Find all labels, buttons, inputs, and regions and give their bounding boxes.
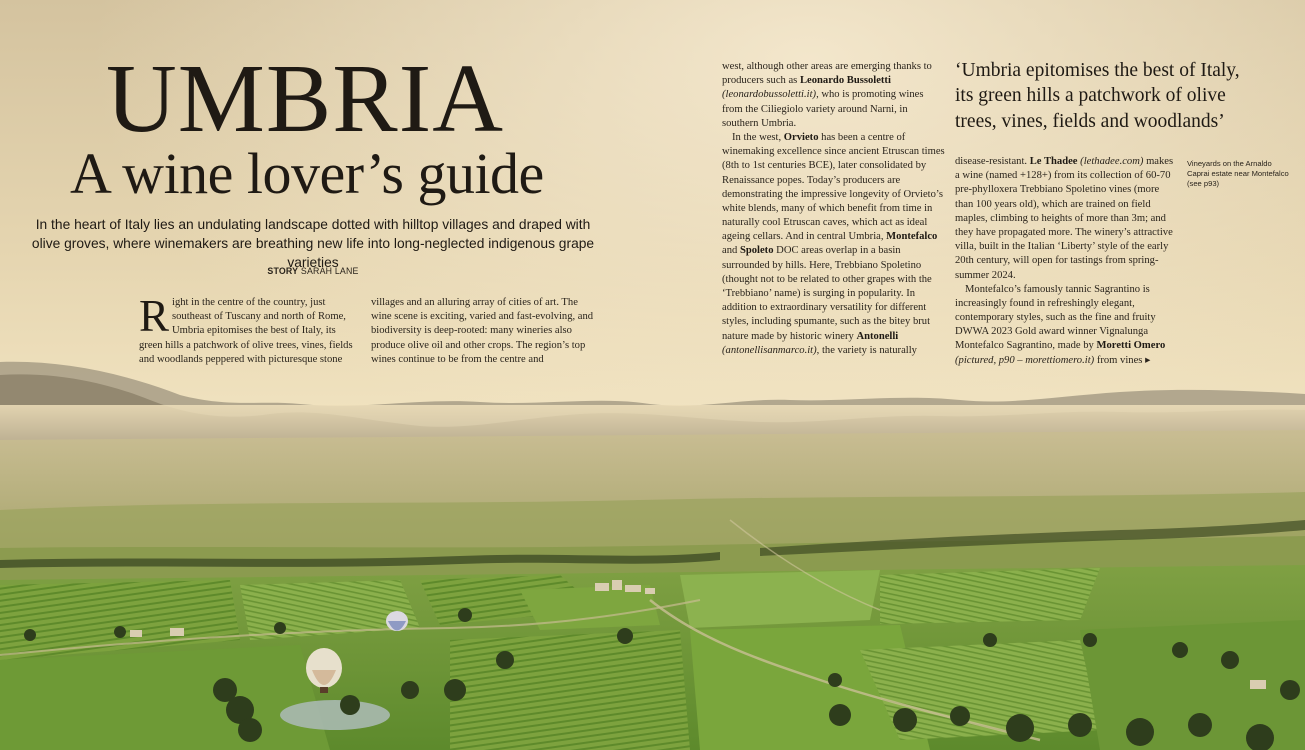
- col2-text: villages and an alluring array of cities of art. The wine scene is exciting, varied and fast-evolving, and biodiversity is deep-rooted: many wineries also produce olive oil and other crops. The region’s top wines continue to be from the centre and: [371, 297, 594, 365]
- photo-caption: Vineyards on the Arnaldo Caprai estate near Montefalco (see p93): [1187, 159, 1289, 188]
- body-column-3: [722, 60, 946, 358]
- article-subtitle: A wine lover’s guide: [70, 141, 544, 206]
- link-antonellisanmarco: (antonellisanmarco.it): [722, 344, 817, 356]
- producer-moretti-omero: Moretti Omero: [1096, 340, 1166, 352]
- col4-paragraph-2: Montefalco’s famously tannic Sagrantino is increasingly found in refreshingly elegant, contemporary styles, such as the fine and fruity DWWA 2023 Gold award winner Vignalunga Montefalco Sagrantino, made by Moretti Omero (pictured, p90 – morettiomero.it) from vines ▸: [955, 283, 1166, 366]
- link-leonardobussoletti: (leonardobussoletti.it): [722, 89, 817, 101]
- byline: [238, 266, 388, 276]
- byline-label: STORY: [267, 266, 299, 276]
- producer-le-thadee: Le Thadee: [1029, 156, 1078, 167]
- continue-arrow-icon: ▸: [1145, 354, 1151, 366]
- col4-paragraph-1: disease-resistant. Le Thadee (lethadee.com) makes a wine (named +128+) from its collection of 60-70 pre-phylloxera Trebbiano Spoletino vines (more than 100 years old), which are trained on field maples, climbing to heights of more than 3m; and they have propagated more. The winery’s attractive villa, built in the Italian ‘Liberty’ style of the early 20th century, will open for tastings from spring-summer 2024.: [955, 156, 1174, 281]
- drop-cap: R: [139, 291, 170, 341]
- body-column-4: [955, 155, 1177, 368]
- col3-paragraph-1: west, although other areas are emerging thanks to producers such as Leonardo Bussoletti (leonardobussoletti.it), who is promoting wines from the Ciliegiolo variety around Narni, in southern Umbria.: [722, 61, 932, 129]
- link-lethadee: (lethadee.com): [1080, 156, 1144, 167]
- article-title: UMBRIA: [106, 45, 505, 153]
- region-orvieto: Orvieto: [783, 131, 819, 143]
- producer-antonelli: Antonelli: [856, 330, 899, 342]
- body-column-1: [139, 291, 359, 367]
- col1-text: ight in the centre of the country, just southeast of Tuscany and north of Rome, Umbria epitomises the best of Italy, its green hills a patchwork of olive trees, vines, fields and woodlands peppered with picturesque stone: [139, 297, 353, 365]
- pull-quote: ‘Umbria epitomises the best of Italy, its green hills a patchwork of olive trees, vines, fields and woodlands’: [955, 60, 1240, 132]
- body-column-2: [371, 296, 595, 367]
- col3-paragraph-2: In the west, Orvieto has been a centre of winemaking excellence since ancient Etruscan times (8th to 1st centuries BCE), later consolidated by Renaissance popes. Today’s producers are demonstrating the impressive longevity of Orvieto’s white blends, many of which benefit from time in naturally cool Etruscan caves, which act as ideal ageing cellars. And in central Umbria, Montefalco and Spoleto DOC areas overlap in a basin surrounded by hills. Here, Trebbiano Spoletino (thought not to be related to other grapes with the ‘Trebbiano’ name) is surging in popularity. In addition to extraordinary versatility for different styles, including spumante, such as the bitey brut nature made by historic winery Antonelli (antonellisanmarco.it), the variety is naturally: [722, 131, 945, 356]
- producer-leonardo-bussoletti: Leonardo Bussoletti: [799, 75, 891, 87]
- standfirst: In the heart of Italy lies an undulating landscape dotted with hilltop villages and draped with olive groves, where winemakers are breathing new life into long-neglected indigenous grape varieties: [31, 217, 595, 270]
- link-morettiomero: (pictured, p90 – morettiomero.it): [955, 354, 1095, 366]
- region-montefalco: Montefalco: [886, 231, 938, 243]
- region-spoleto: Spoleto: [739, 245, 774, 257]
- byline-author: SARAH LANE: [300, 266, 359, 276]
